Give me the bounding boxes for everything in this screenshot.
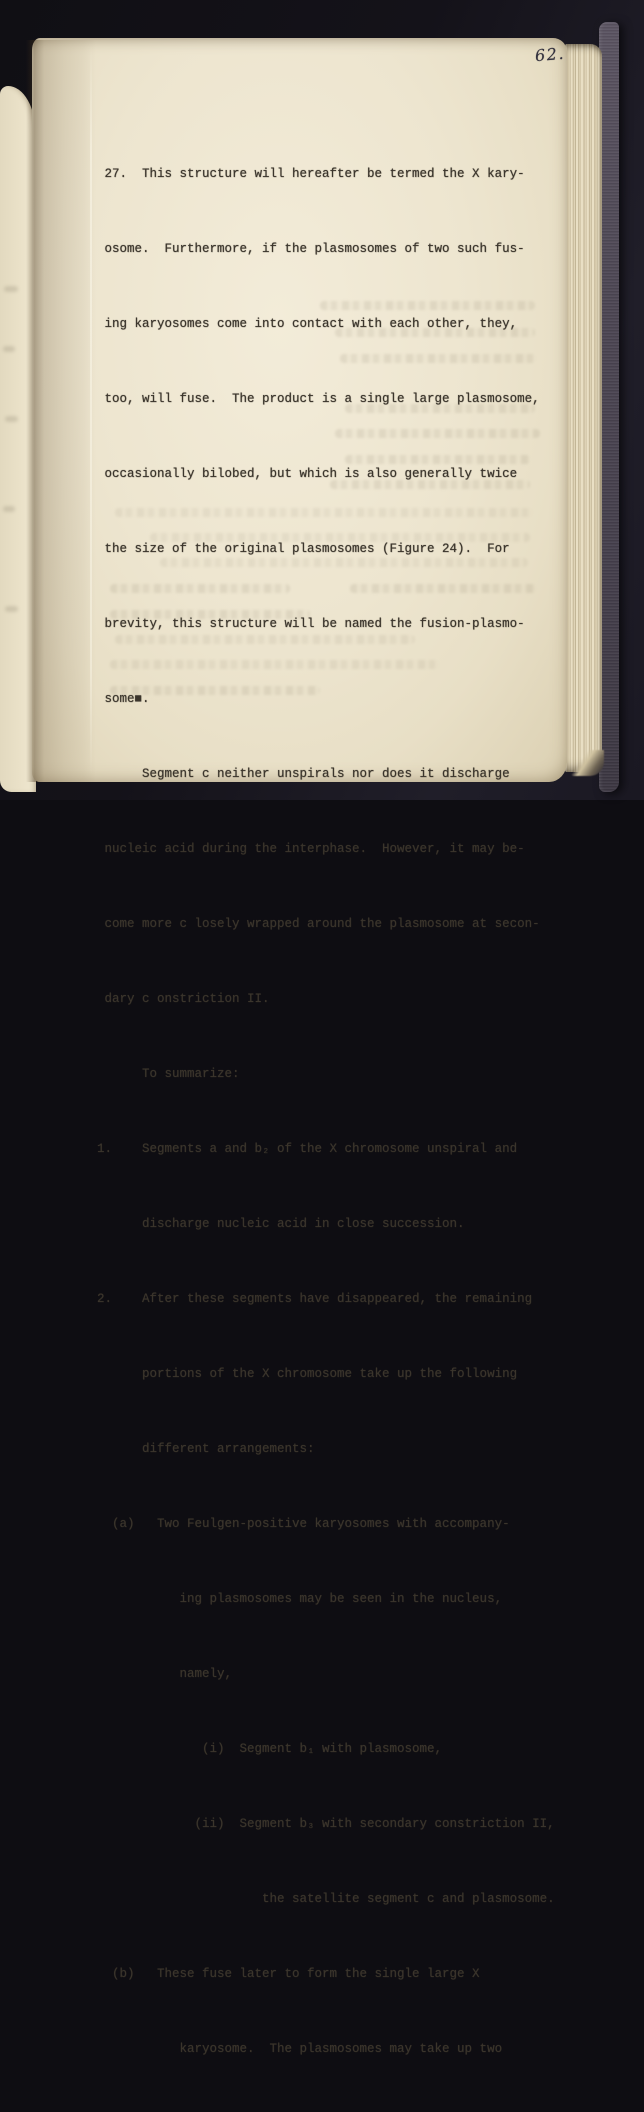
typewritten-text bbox=[97, 112, 555, 2112]
text-line: 1. Segments a and b₂ of the X chromosome unspiral and bbox=[97, 1142, 518, 1156]
bleed-smudge bbox=[3, 506, 15, 512]
page-edge-stack bbox=[565, 44, 602, 772]
bleed-smudge bbox=[3, 346, 15, 352]
text-line: portions of the X chromosome take up the following bbox=[97, 1367, 518, 1381]
text-line: (a) Two Feulgen-positive karyosomes with accompany- bbox=[97, 1517, 510, 1531]
text-line: ing karyosomes come into contact with each other, they, bbox=[97, 317, 518, 331]
text-line: namely, bbox=[97, 1667, 233, 1681]
text-line: ing plasmosomes may be seen in the nucleus, bbox=[97, 1592, 503, 1606]
text-line: too, will fuse. The product is a single large plasmosome, bbox=[97, 392, 540, 406]
text-line: brevity, this structure will be named the fusion-plasmo- bbox=[97, 617, 525, 631]
text-line: 2. After these segments have disappeared, the remaining bbox=[97, 1292, 533, 1306]
book-cover-edge bbox=[599, 22, 619, 792]
text-line: occasionally bilobed, but which is also generally twice bbox=[97, 467, 518, 481]
text-line: dary c onstriction II. bbox=[97, 992, 270, 1006]
text-line: To summarize: bbox=[97, 1067, 240, 1081]
facing-page-edge bbox=[0, 86, 36, 792]
page-number: 62. bbox=[534, 43, 566, 66]
bleed-smudge bbox=[5, 416, 18, 422]
text-line: discharge nucleic acid in close succession. bbox=[97, 1217, 465, 1231]
text-line: (b) These fuse later to form the single large X bbox=[97, 1967, 480, 1981]
text-line: karyosome. The plasmosomes may take up two bbox=[97, 2042, 503, 2056]
text-line: nucleic acid during the interphase. However, it may be- bbox=[97, 842, 525, 856]
text-line: Segment c neither unspirals nor does it discharge bbox=[97, 767, 510, 781]
text-line: different arrangements: bbox=[97, 1442, 315, 1456]
page-corner-curl bbox=[570, 750, 604, 776]
text-line: osome. Furthermore, if the plasmosomes of two such fus- bbox=[97, 242, 525, 256]
book-page bbox=[32, 38, 567, 2056]
text-line: (i) Segment b₁ with plasmosome, bbox=[97, 1742, 443, 1756]
text-line: come more c losely wrapped around the plasmosome at secon- bbox=[97, 917, 540, 931]
bleed-smudge bbox=[4, 286, 18, 292]
text-line: some■. bbox=[97, 692, 150, 706]
bleed-smudge bbox=[5, 606, 18, 612]
text-line: the satellite segment c and plasmosome. bbox=[97, 1892, 555, 1906]
text-line: (ii) Segment b₃ with secondary constriction II, bbox=[97, 1817, 555, 1831]
text-line: the size of the original plasmosomes (Figure 24). For bbox=[97, 542, 510, 556]
text-line: 27. This structure will hereafter be termed the X kary- bbox=[97, 167, 525, 181]
